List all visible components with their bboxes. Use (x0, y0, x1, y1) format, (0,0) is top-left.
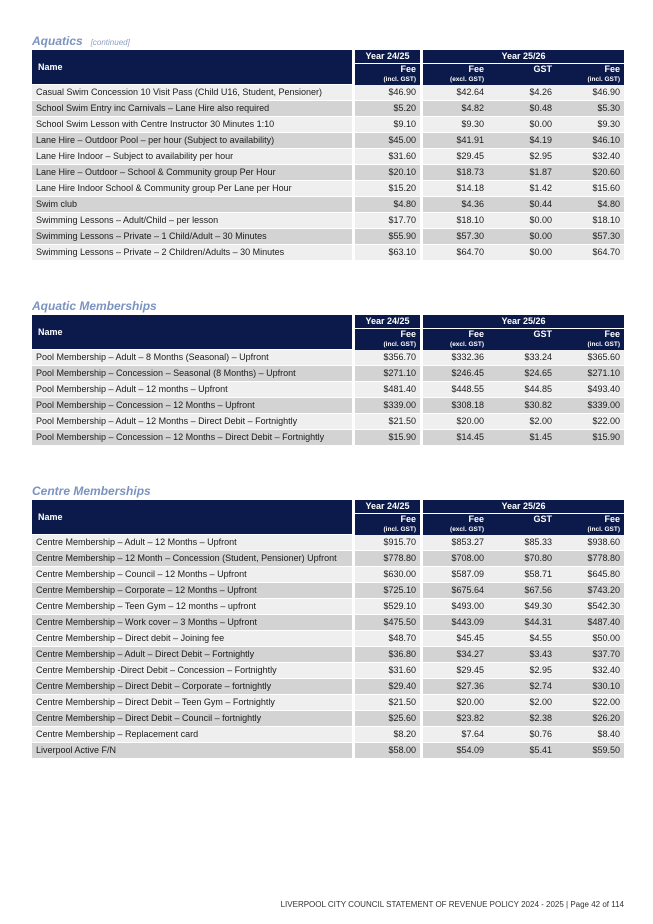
fee-prev-incl-gst: $20.10 (352, 165, 420, 181)
table-row (32, 583, 624, 599)
col-subheader-gst-blank (488, 525, 556, 535)
fee-prev-incl-gst: $475.50 (352, 615, 420, 631)
fee-prev-incl-gst: $271.10 (352, 366, 420, 382)
gst-amount: $0.00 (488, 229, 556, 245)
col-header-fee-excl: Fee (420, 514, 488, 525)
fee-excl-gst: $4.82 (420, 101, 488, 117)
fee-name: Centre Membership – Direct debit – Joining fee (32, 631, 352, 647)
fee-name: Casual Swim Concession 10 Visit Pass (Child U16, Student, Pensioner) (32, 85, 352, 101)
fee-incl-gst: $5.30 (556, 101, 624, 117)
table-row (32, 165, 624, 181)
gst-amount: $44.31 (488, 615, 556, 631)
fee-prev-incl-gst: $25.60 (352, 711, 420, 727)
gst-amount: $3.43 (488, 647, 556, 663)
gst-amount: $85.33 (488, 535, 556, 551)
table-row (32, 663, 624, 679)
fee-incl-gst: $493.40 (556, 382, 624, 398)
fee-excl-gst: $54.09 (420, 743, 488, 759)
fee-table (32, 50, 624, 261)
fee-name: Centre Membership – Direct Debit – Corporate – fortnightly (32, 679, 352, 695)
col-header-gst: GST (488, 64, 556, 75)
fee-prev-incl-gst: $21.50 (352, 695, 420, 711)
fee-name: Centre Membership – Replacement card (32, 727, 352, 743)
fee-name: Swimming Lessons – Private – 2 Children/Adults – 30 Minutes (32, 245, 352, 261)
gst-amount: $49.30 (488, 599, 556, 615)
col-header-year-prev: Year 24/25 (352, 315, 420, 329)
fee-prev-incl-gst: $15.20 (352, 181, 420, 197)
fee-prev-incl-gst: $45.00 (352, 133, 420, 149)
table-row (32, 631, 624, 647)
col-header-year-curr: Year 25/26 (420, 315, 624, 329)
table-row (32, 382, 624, 398)
table-row (32, 414, 624, 430)
fee-prev-incl-gst: $8.20 (352, 727, 420, 743)
fee-incl-gst: $50.00 (556, 631, 624, 647)
fee-incl-gst: $8.40 (556, 727, 624, 743)
fee-name: Pool Membership – Concession – 12 Months – Upfront (32, 398, 352, 414)
fee-table (32, 315, 624, 446)
fee-excl-gst: $41.91 (420, 133, 488, 149)
fee-prev-incl-gst: $9.10 (352, 117, 420, 133)
col-subheader-excl-gst: (excl. GST) (420, 75, 488, 85)
table-row (32, 149, 624, 165)
fee-excl-gst: $57.30 (420, 229, 488, 245)
fee-name: Lane Hire Indoor – Subject to availability per hour (32, 149, 352, 165)
fee-name: Swimming Lessons – Private – 1 Child/Adult – 30 Minutes (32, 229, 352, 245)
fee-incl-gst: $9.30 (556, 117, 624, 133)
col-header-name: Name (32, 315, 352, 350)
fee-incl-gst: $32.40 (556, 149, 624, 165)
table-row (32, 85, 624, 101)
fee-prev-incl-gst: $529.10 (352, 599, 420, 615)
table-row (32, 695, 624, 711)
fee-name: Centre Membership – Work cover – 3 Months – Upfront (32, 615, 352, 631)
gst-amount: $2.74 (488, 679, 556, 695)
section-title (32, 297, 624, 315)
table-row (32, 117, 624, 133)
fee-excl-gst: $9.30 (420, 117, 488, 133)
gst-amount: $0.44 (488, 197, 556, 213)
fee-excl-gst: $443.09 (420, 615, 488, 631)
fee-name: Centre Membership – 12 Month – Concession (Student, Pensioner) Upfront (32, 551, 352, 567)
table-row (32, 647, 624, 663)
col-header-fee-excl: Fee (420, 329, 488, 340)
section-title-text: Aquatic Memberships (32, 299, 157, 313)
fee-excl-gst: $27.36 (420, 679, 488, 695)
gst-amount: $0.48 (488, 101, 556, 117)
fee-incl-gst: $22.00 (556, 695, 624, 711)
gst-amount: $0.00 (488, 117, 556, 133)
fee-name: Pool Membership – Adult – 8 Months (Seasonal) – Upfront (32, 350, 352, 366)
fee-excl-gst: $587.09 (420, 567, 488, 583)
col-header-gst: GST (488, 329, 556, 340)
col-header-name: Name (32, 50, 352, 85)
gst-amount: $70.80 (488, 551, 556, 567)
fee-prev-incl-gst: $63.10 (352, 245, 420, 261)
table-row (32, 727, 624, 743)
gst-amount: $1.42 (488, 181, 556, 197)
col-subheader-incl-gst: (incl. GST) (556, 340, 624, 350)
fee-excl-gst: $45.45 (420, 631, 488, 647)
fee-name: Centre Membership -Direct Debit – Concession – Fortnightly (32, 663, 352, 679)
fee-excl-gst: $493.00 (420, 599, 488, 615)
fee-incl-gst: $542.30 (556, 599, 624, 615)
fee-excl-gst: $332.36 (420, 350, 488, 366)
fee-incl-gst: $64.70 (556, 245, 624, 261)
gst-amount: $2.00 (488, 695, 556, 711)
section-title-text: Aquatics (32, 34, 83, 48)
fee-excl-gst: $708.00 (420, 551, 488, 567)
gst-amount: $24.65 (488, 366, 556, 382)
fee-name: School Swim Lesson with Centre Instructor 30 Minutes 1:10 (32, 117, 352, 133)
gst-amount: $4.55 (488, 631, 556, 647)
col-header-year-curr: Year 25/26 (420, 50, 624, 64)
fee-incl-gst: $487.40 (556, 615, 624, 631)
fee-incl-gst: $15.60 (556, 181, 624, 197)
table-row (32, 350, 624, 366)
fee-name: Centre Membership – Teen Gym – 12 months – upfront (32, 599, 352, 615)
gst-amount: $2.95 (488, 663, 556, 679)
page-footer: LIVERPOOL CITY COUNCIL STATEMENT OF REVENUE POLICY 2024 - 2025 | Page 42 of 114 (280, 900, 624, 909)
gst-amount: $1.45 (488, 430, 556, 446)
fee-prev-incl-gst: $31.60 (352, 663, 420, 679)
table-row (32, 599, 624, 615)
gst-amount: $30.82 (488, 398, 556, 414)
table-row (32, 743, 624, 759)
col-header-name: Name (32, 500, 352, 535)
fee-section (32, 482, 624, 759)
col-header-fee-incl: Fee (556, 64, 624, 75)
gst-amount: $4.19 (488, 133, 556, 149)
gst-amount: $2.38 (488, 711, 556, 727)
fee-incl-gst: $46.90 (556, 85, 624, 101)
fee-table (32, 500, 624, 759)
fee-excl-gst: $20.00 (420, 414, 488, 430)
fee-name: Liverpool Active F/N (32, 743, 352, 759)
fee-incl-gst: $22.00 (556, 414, 624, 430)
fee-excl-gst: $18.10 (420, 213, 488, 229)
fee-excl-gst: $246.45 (420, 366, 488, 382)
gst-amount: $67.56 (488, 583, 556, 599)
fee-incl-gst: $645.80 (556, 567, 624, 583)
col-header-year-curr: Year 25/26 (420, 500, 624, 514)
fee-name: Centre Membership – Direct Debit – Teen Gym – Fortnightly (32, 695, 352, 711)
col-subheader-incl-gst: (incl. GST) (352, 75, 420, 85)
fee-prev-incl-gst: $778.80 (352, 551, 420, 567)
fee-prev-incl-gst: $58.00 (352, 743, 420, 759)
col-header-fee-excl: Fee (420, 64, 488, 75)
fee-excl-gst: $7.64 (420, 727, 488, 743)
fee-excl-gst: $42.64 (420, 85, 488, 101)
col-header-gst: GST (488, 514, 556, 525)
fee-excl-gst: $34.27 (420, 647, 488, 663)
col-subheader-incl-gst: (incl. GST) (352, 525, 420, 535)
fee-incl-gst: $26.20 (556, 711, 624, 727)
fee-name: Centre Membership – Adult – Direct Debit – Fortnightly (32, 647, 352, 663)
table-row (32, 229, 624, 245)
table-row (32, 551, 624, 567)
fee-prev-incl-gst: $15.90 (352, 430, 420, 446)
fee-incl-gst: $339.00 (556, 398, 624, 414)
fee-name: Pool Membership – Concession – Seasonal (8 Months) – Upfront (32, 366, 352, 382)
fee-incl-gst: $365.60 (556, 350, 624, 366)
section-title-text: Centre Memberships (32, 484, 151, 498)
fee-incl-gst: $57.30 (556, 229, 624, 245)
gst-amount: $4.26 (488, 85, 556, 101)
fee-name: Centre Membership – Council – 12 Months – Upfront (32, 567, 352, 583)
col-subheader-gst-blank (488, 340, 556, 350)
col-subheader-excl-gst: (excl. GST) (420, 525, 488, 535)
fee-name: Pool Membership – Adult – 12 months – Upfront (32, 382, 352, 398)
fee-excl-gst: $29.45 (420, 149, 488, 165)
fee-name: Centre Membership – Direct Debit – Council – fortnightly (32, 711, 352, 727)
fee-prev-incl-gst: $481.40 (352, 382, 420, 398)
fee-name: Centre Membership – Corporate – 12 Months – Upfront (32, 583, 352, 599)
col-subheader-incl-gst: (incl. GST) (556, 525, 624, 535)
col-subheader-gst-blank (488, 75, 556, 85)
fee-prev-incl-gst: $21.50 (352, 414, 420, 430)
fee-incl-gst: $37.70 (556, 647, 624, 663)
table-row (32, 430, 624, 446)
fee-excl-gst: $448.55 (420, 382, 488, 398)
fee-prev-incl-gst: $4.80 (352, 197, 420, 213)
fee-incl-gst: $59.50 (556, 743, 624, 759)
fee-excl-gst: $14.18 (420, 181, 488, 197)
fee-prev-incl-gst: $915.70 (352, 535, 420, 551)
fee-excl-gst: $14.45 (420, 430, 488, 446)
col-header-fee-prev: Fee (352, 64, 420, 75)
col-subheader-incl-gst: (incl. GST) (556, 75, 624, 85)
fee-name: School Swim Entry inc Carnivals – Lane Hire also required (32, 101, 352, 117)
fee-excl-gst: $20.00 (420, 695, 488, 711)
fee-incl-gst: $32.40 (556, 663, 624, 679)
fee-excl-gst: $4.36 (420, 197, 488, 213)
table-row (32, 245, 624, 261)
table-row (32, 615, 624, 631)
fee-excl-gst: $18.73 (420, 165, 488, 181)
table-row (32, 101, 624, 117)
fee-incl-gst: $938.60 (556, 535, 624, 551)
fee-name: Lane Hire – Outdoor Pool – per hour (Subject to availability) (32, 133, 352, 149)
fee-name: Pool Membership – Concession – 12 Months – Direct Debit – Fortnightly (32, 430, 352, 446)
fee-incl-gst: $15.90 (556, 430, 624, 446)
gst-amount: $0.76 (488, 727, 556, 743)
gst-amount: $44.85 (488, 382, 556, 398)
col-header-fee-prev: Fee (352, 329, 420, 340)
fee-excl-gst: $23.82 (420, 711, 488, 727)
gst-amount: $0.00 (488, 213, 556, 229)
fee-prev-incl-gst: $36.80 (352, 647, 420, 663)
table-row (32, 679, 624, 695)
table-row (32, 535, 624, 551)
table-row (32, 366, 624, 382)
fee-incl-gst: $271.10 (556, 366, 624, 382)
section-subtitle: [continued] (90, 38, 130, 47)
col-header-year-prev: Year 24/25 (352, 50, 420, 64)
fee-name: Swimming Lessons – Adult/Child – per lesson (32, 213, 352, 229)
col-header-fee-prev: Fee (352, 514, 420, 525)
fee-prev-incl-gst: $29.40 (352, 679, 420, 695)
col-subheader-excl-gst: (excl. GST) (420, 340, 488, 350)
table-row (32, 398, 624, 414)
fee-excl-gst: $853.27 (420, 535, 488, 551)
fee-prev-incl-gst: $46.90 (352, 85, 420, 101)
gst-amount: $58.71 (488, 567, 556, 583)
fee-name: Lane Hire – Outdoor – School & Community group Per Hour (32, 165, 352, 181)
fee-name: Lane Hire Indoor School & Community group Per Lane per Hour (32, 181, 352, 197)
fee-prev-incl-gst: $55.90 (352, 229, 420, 245)
col-header-year-prev: Year 24/25 (352, 500, 420, 514)
gst-amount: $2.95 (488, 149, 556, 165)
gst-amount: $0.00 (488, 245, 556, 261)
fee-prev-incl-gst: $5.20 (352, 101, 420, 117)
fee-prev-incl-gst: $17.70 (352, 213, 420, 229)
table-row (32, 213, 624, 229)
table-row (32, 197, 624, 213)
fee-section (32, 32, 624, 261)
fee-name: Pool Membership – Adult – 12 Months – Direct Debit – Fortnightly (32, 414, 352, 430)
fee-prev-incl-gst: $339.00 (352, 398, 420, 414)
fee-excl-gst: $675.64 (420, 583, 488, 599)
fee-incl-gst: $20.60 (556, 165, 624, 181)
fee-prev-incl-gst: $48.70 (352, 631, 420, 647)
gst-amount: $5.41 (488, 743, 556, 759)
fee-incl-gst: $4.80 (556, 197, 624, 213)
fee-incl-gst: $743.20 (556, 583, 624, 599)
fee-excl-gst: $308.18 (420, 398, 488, 414)
table-row (32, 181, 624, 197)
fee-prev-incl-gst: $725.10 (352, 583, 420, 599)
gst-amount: $2.00 (488, 414, 556, 430)
col-header-fee-incl: Fee (556, 329, 624, 340)
col-subheader-incl-gst: (incl. GST) (352, 340, 420, 350)
table-row (32, 567, 624, 583)
fee-incl-gst: $778.80 (556, 551, 624, 567)
section-title (32, 482, 624, 500)
fee-excl-gst: $64.70 (420, 245, 488, 261)
fee-excl-gst: $29.45 (420, 663, 488, 679)
fee-name: Swim club (32, 197, 352, 213)
table-row (32, 133, 624, 149)
fee-prev-incl-gst: $356.70 (352, 350, 420, 366)
table-row (32, 711, 624, 727)
section-title (32, 32, 624, 50)
fee-name: Centre Membership – Adult – 12 Months – Upfront (32, 535, 352, 551)
gst-amount: $1.87 (488, 165, 556, 181)
fee-incl-gst: $46.10 (556, 133, 624, 149)
fee-incl-gst: $30.10 (556, 679, 624, 695)
col-header-fee-incl: Fee (556, 514, 624, 525)
fee-prev-incl-gst: $630.00 (352, 567, 420, 583)
fee-section (32, 297, 624, 446)
fee-incl-gst: $18.10 (556, 213, 624, 229)
gst-amount: $33.24 (488, 350, 556, 366)
fee-prev-incl-gst: $31.60 (352, 149, 420, 165)
